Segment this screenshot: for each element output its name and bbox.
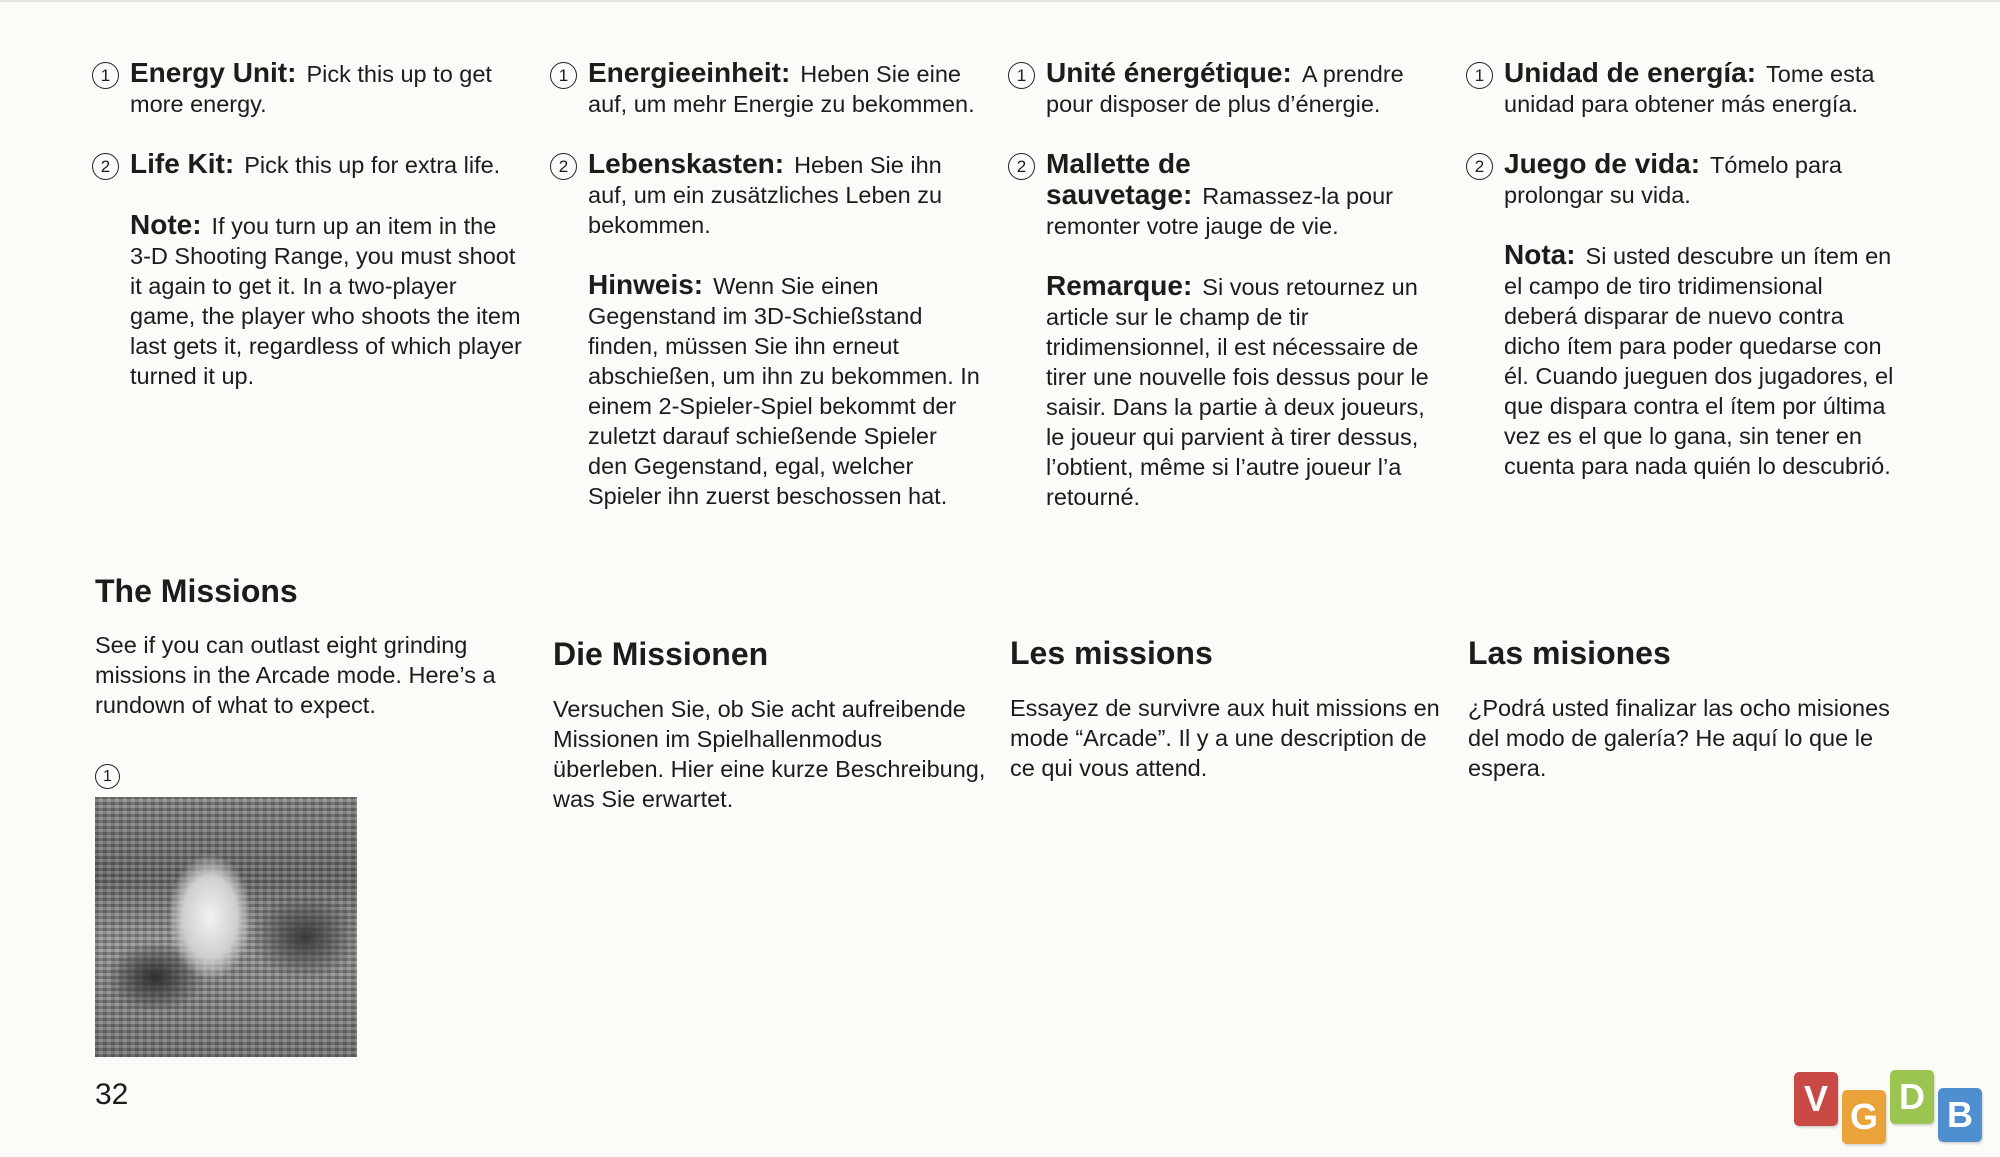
item-text: Heben Sie ihn auf, um ein zusätzliches Leben zu bekommen.	[588, 152, 943, 238]
note-term: Remarque:	[1046, 270, 1193, 301]
item-text: Tómelo para prolongar su vida.	[1504, 152, 1842, 208]
note-french	[1008, 271, 1438, 512]
item-lebenskasten	[550, 149, 980, 240]
item-mallette-de-sauvetage	[1008, 149, 1438, 241]
item-number-2: 2	[1008, 153, 1035, 180]
item-text: Tome esta unidad para obtener más energía.	[1504, 61, 1875, 117]
item-term: Lebenskasten:	[588, 148, 785, 179]
note-term: Nota:	[1504, 239, 1576, 270]
item-life-kit	[92, 149, 522, 180]
item-term: Life Kit:	[130, 148, 235, 179]
item-number-2: 2	[1466, 153, 1493, 180]
logo-tile-d: D	[1890, 1070, 1934, 1124]
item-number-1: 1	[550, 62, 577, 89]
logo-tile-g: G	[1842, 1090, 1886, 1144]
item-juego-de-vida	[1466, 149, 1896, 210]
column-french	[1008, 58, 1438, 542]
top-rule	[0, 0, 2000, 2]
item-number-2: 2	[550, 153, 577, 180]
note-term: Note:	[130, 209, 202, 240]
section-heading-german: Die Missionen	[553, 636, 769, 672]
vgdb-logo	[1794, 1070, 1994, 1150]
item-unite-energetique	[1008, 58, 1438, 119]
item-number-1: 1	[1008, 62, 1035, 89]
note-german	[550, 270, 980, 511]
note-term: Hinweis:	[588, 269, 704, 300]
item-text: Heben Sie eine auf, um mehr Energie zu bekommen.	[588, 61, 975, 117]
item-number-1: 1	[1466, 62, 1493, 89]
item-unidad-de-energia	[1466, 58, 1896, 119]
item-term: Energy Unit:	[130, 57, 297, 88]
item-term: Energieeinheit:	[588, 57, 791, 88]
note-text: Wenn Sie einen Gegenstand im 3D-Schießstand finden, müssen Sie ihn erneut abschießen, um ihn zu bekommen. In einem 2-Spieler-Spiel bekommt der zuletzt darauf schießende Spieler den Gegenstand, egal, welcher Spieler ihn zuerst beschossen hat.	[588, 273, 980, 509]
note-text: Si usted descubre un ítem en el campo de tiro tridimensional deberá disparar de nuevo contra dicho ítem para poder quedarse con él. Cuando jueguen dos jugadores, el que dispara contra el ítem por última vez es el que lo gana, sin tener en cuenta para nada quién lo descubrió.	[1504, 243, 1894, 479]
column-german	[550, 58, 980, 541]
section-heading-french: Les missions	[1010, 635, 1213, 671]
item-number-1: 1	[92, 62, 119, 89]
item-term: Unité énergétique:	[1046, 57, 1292, 88]
item-text: Ramassez-la pour remonter votre jauge de vie.	[1046, 183, 1393, 239]
column-spanish	[1466, 58, 1896, 511]
note-spanish	[1466, 240, 1896, 481]
energy-unit-game-screenshot	[95, 797, 357, 1057]
item-text: A prendre pour disposer de plus d’énergie.	[1046, 61, 1404, 117]
item-term: Mallette de sauvetage:	[1046, 148, 1193, 210]
item-text: Pick this up for extra life.	[244, 152, 501, 178]
item-energy-unit	[92, 58, 522, 119]
logo-tile-b: B	[1938, 1088, 1982, 1142]
section-intro-english: See if you can outlast eight grinding missions in the Arcade mode. Here’s a rundown of what to expect.	[95, 632, 496, 718]
figure-number: 1	[95, 764, 120, 789]
note-english	[92, 210, 522, 391]
item-number-2: 2	[92, 153, 119, 180]
page-number: 32	[95, 1078, 129, 1111]
column-english	[92, 58, 522, 421]
item-energieeinheit	[550, 58, 980, 119]
item-text: Pick this up to get more energy.	[130, 61, 492, 117]
item-term: Unidad de energía:	[1504, 57, 1757, 88]
section-intro-german: Versuchen Sie, ob Sie acht aufreibende Missionen im Spielhallenmodus überleben. Hier eine kurze Beschreibung, was Sie erwartet.	[553, 696, 986, 812]
note-text: Si vous retournez un article sur le champ de tir tridimensionnel, il est nécessaire de tirer une nouvelle fois dessus pour le saisir. Dans la partie à deux joueurs, le joueur qui parvient à tirer dessus, l’obtient, même si l’autre joueur l’a retourné.	[1046, 274, 1429, 510]
section-heading-spanish: Las misiones	[1468, 635, 1671, 671]
section-intro-french: Essayez de survivre aux huit missions en mode “Arcade”. Il y a une description de ce qui vous attend.	[1010, 695, 1440, 781]
section-intro-spanish: ¿Podrá usted finalizar las ocho misiones del modo de galería? He aquí lo que le espera.	[1468, 695, 1890, 781]
item-term: Juego de vida:	[1504, 148, 1701, 179]
logo-tile-v: V	[1794, 1072, 1838, 1126]
note-text: If you turn up an item in the 3-D Shooting Range, you must shoot it again to get it. In a two-player game, the player who shoots the item last gets it, regardless of which player turned it up.	[130, 213, 522, 389]
section-heading-english: The Missions	[95, 573, 298, 609]
